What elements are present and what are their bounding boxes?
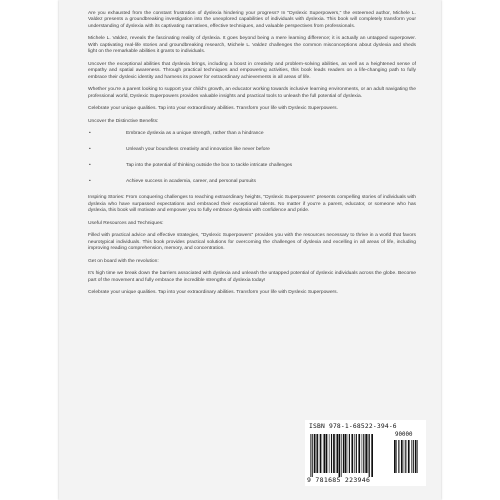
barcode-bar — [320, 434, 322, 473]
isbn-label: ISBN 978-1-68522-394-6 — [309, 423, 397, 430]
revolution-heading: Get on board with the revolution: — [88, 258, 159, 264]
barcode-bar — [396, 440, 397, 473]
paragraph-audience: Whether you're a parent looking to support your child's growth, an educator working towards inclusive learning environments, or an adult navigating the professional world, Dyslexic Superpowers provides valuable insights and practical tools to unleash the full potential of dyslexia. — [88, 87, 416, 99]
barcode-bar — [316, 434, 317, 473]
barcode-bar — [339, 434, 341, 477]
price-barcode-bars — [394, 440, 422, 477]
barcode-bar — [323, 434, 324, 473]
barcode-bar — [405, 440, 406, 473]
barcode-bar — [317, 434, 318, 473]
bullet-icon: • — [89, 163, 91, 169]
barcode-bar — [408, 440, 410, 473]
barcode-bar — [365, 434, 367, 473]
list-item-text: Achieve success in academia, career, and personal pursuits — [126, 179, 256, 185]
list-item — [88, 179, 416, 185]
barcode-bar — [337, 434, 338, 473]
paragraph-resources: Filled with practical advice and effective strategies, "Dyslexic Superpowers" provides you with the resources necessary to thrive in a world that favors neurotypical individuals. This book provides practical solutions for overcoming the challenges of dyslexia and excelling in all areas of life, including improving reading comprehension, memory, and concentration. — [88, 233, 416, 252]
price-code: 90000 — [395, 432, 413, 438]
barcode-bar — [411, 440, 412, 473]
list-item — [88, 131, 416, 137]
benefits-list — [88, 131, 416, 185]
barcode-bar — [362, 434, 363, 473]
barcode-bar — [310, 434, 311, 477]
barcode-bars — [310, 434, 392, 477]
barcode-bar — [333, 434, 335, 473]
barcode-bar — [351, 434, 353, 473]
blurb-text — [88, 11, 416, 303]
barcode-bar — [394, 440, 396, 473]
bullet-icon: • — [89, 131, 91, 137]
barcode-bar — [368, 434, 369, 473]
barcode-bar — [354, 434, 355, 473]
barcode-bar — [371, 434, 373, 477]
isbn-barcode — [305, 420, 426, 486]
barcode-bar — [347, 434, 348, 473]
resources-heading: Useful Resources and Techniques: — [88, 220, 164, 226]
barcode-bar — [415, 440, 417, 473]
barcode-bar — [345, 434, 347, 473]
list-item-text: Unleash your boundless creativity and innovation like never before — [126, 147, 270, 153]
barcode-digits: 9 781685 223946 — [307, 476, 371, 484]
benefits-heading: Uncover the Distinctive Benefits: — [88, 118, 159, 124]
list-item — [88, 163, 416, 169]
barcode-bar — [369, 434, 370, 477]
barcode-bar — [341, 434, 342, 477]
list-item — [88, 147, 416, 153]
paragraph-closing: Celebrate your unique qualities. Tap into your extraordinary abilities. Transform your life with Dyslexic Superpowers. — [88, 290, 338, 296]
bullet-icon: • — [89, 179, 91, 185]
paragraph-reality: Michele L. Valdez, reveals the fascinating reality of dyslexia. It goes beyond being a mere learning difference; it is actually an untapped superpower. With captivating real-life stories and groundbreaking research, Michele L. Valdez challenges the common misconceptions about dyslexia and sheds light on the remarkable abilities it grants to individuals. — [88, 36, 416, 55]
barcode-bar — [324, 434, 325, 473]
paragraph-stories: Inspiring Stories: From conquering challenges to reaching extraordinary heights, "Dyslexic Superpowers" presents compelling stories of individuals with dyslexia who have surpassed expectations and embraced their exceptional talents. No matter if you're a parent, educator, or someone who has dyslexia, this book will motivate and empower you to fully embrace dyslexia with confidence and pride. — [88, 195, 416, 214]
barcode-bar — [326, 434, 328, 473]
barcode-bar — [314, 434, 316, 473]
barcode-bar — [331, 434, 332, 473]
barcode-bar — [343, 434, 344, 473]
barcode-bar — [417, 440, 418, 473]
list-item-text: Embrace dyslexia as a unique strength, rather than a hindrance — [126, 131, 264, 137]
barcode-bar — [358, 434, 360, 473]
paragraph-intro: Are you exhausted from the constant frustration of dyslexia hindering your progress? In "Dyslexic Superpowers," the esteemed author, Michele L. Valdez presents a groundbreaking investigation into the unexplored capabilities of individuals with dyslexia. This book will completely transform your understanding of dyslexia with its captivating narratives, effective techniques, and valuable perspectives from professionals. — [88, 11, 416, 29]
barcode-bar — [349, 434, 350, 473]
bullet-icon: • — [89, 147, 91, 153]
back-cover — [59, 0, 441, 500]
paragraph-celebrate: Celebrate your unique qualities. Tap into your extraordinary abilities. Transform your life with Dyslexic Superpowers. — [88, 106, 338, 112]
barcode-bar — [312, 434, 313, 477]
barcode-bar — [413, 440, 414, 473]
barcode-bar — [398, 440, 399, 473]
paragraph-revolution: It's high time we break down the barriers associated with dyslexia and unleash the untapped potential of dyslexic individuals across the globe. Become part of the movement and fully embrace the incredible strengths of dyslexia today! — [88, 271, 416, 283]
paragraph-abilities: Uncover the exceptional abilities that dyslexia brings, including a boost in creativity and problem-solving abilities, as well as a heightened sense of empathy and spatial awareness. Through practical techniques and empowering activities, this book leads readers on a life-changing path to fully embrace their dyslexic identity and harness its power for extraordinary achievements in all areas of life. — [88, 61, 416, 80]
barcode-bar — [363, 434, 364, 473]
barcode-bar — [336, 434, 337, 473]
barcode-bar — [401, 440, 403, 473]
barcode-bar — [356, 434, 357, 473]
barcode-bar — [404, 440, 405, 473]
barcode-bar — [329, 434, 330, 473]
list-item-text: Tap into the potential of thinking outside the box to tackle intricate challenges — [126, 163, 293, 169]
